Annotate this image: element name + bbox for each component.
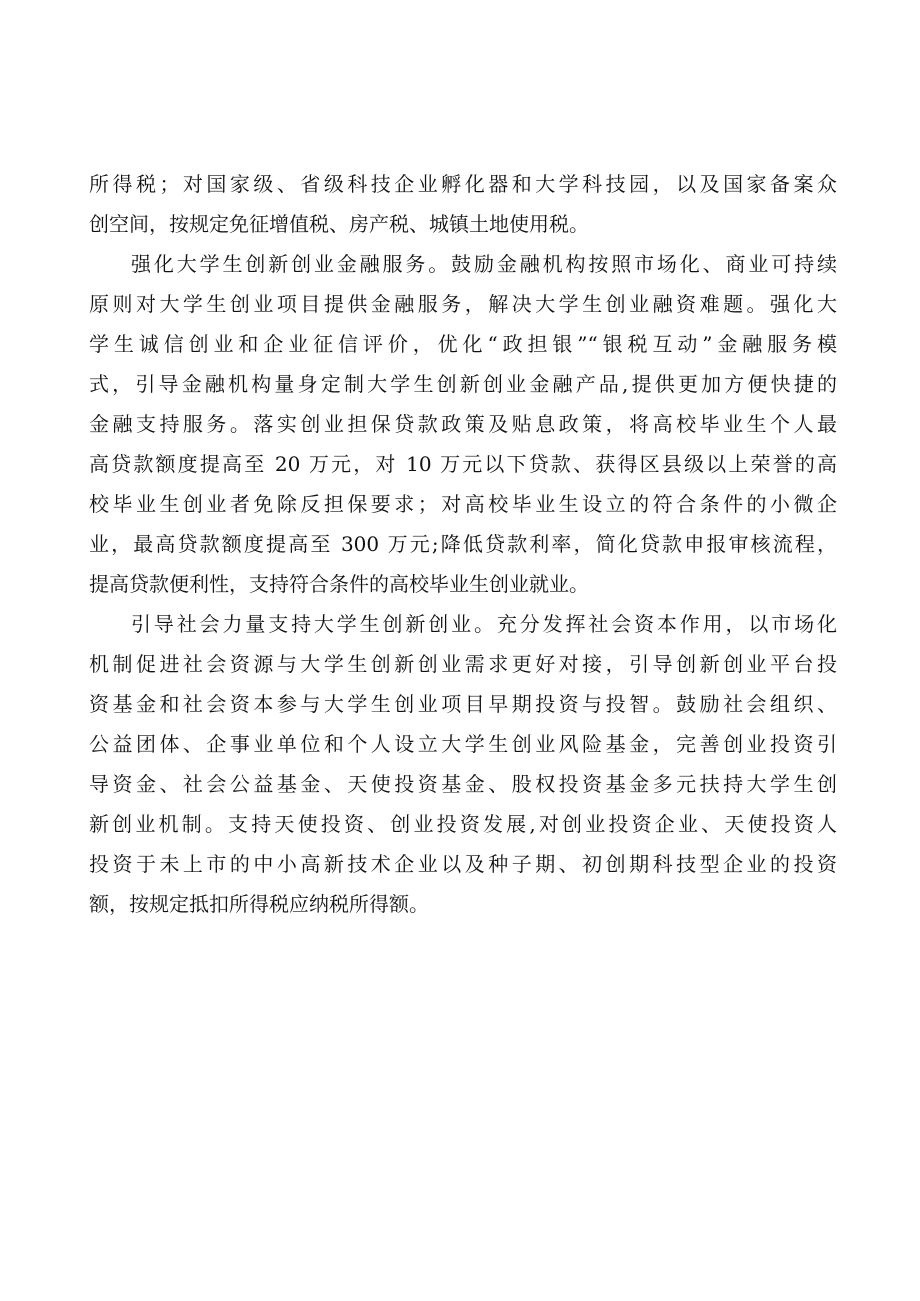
text-line: 原则对大学生创业项目提供金融服务，解决大学生创业融资难题。强化大 (89, 292, 837, 316)
text-line: 资基金和社会资本参与大学生创业项目早期投资与投智。鼓励社会组织、 (89, 692, 837, 716)
text-line: 导资金、社会公益基金、天使投资基金、股权投资基金多元扶持大学生创 (89, 772, 837, 796)
text-line: 创空间，按规定免征增值税、房产税、城镇土地使用税。 (89, 212, 589, 236)
document-body (89, 164, 837, 924)
text-line: 投资于未上市的中小高新技术企业以及种子期、初创期科技型企业的投资 (89, 852, 837, 876)
text-line: 引导社会力量支持大学生创新创业。充分发挥社会资本作用，以市场化 (131, 612, 837, 636)
text-line: 强化大学生创新创业金融服务。鼓励金融机构按照市场化、商业可持续 (131, 252, 837, 276)
paragraph-tax-exemption (89, 164, 837, 244)
text-line: 所得税；对国家级、省级科技企业孵化器和大学科技园，以及国家备案众 (89, 172, 837, 196)
text-line: 业，最高贷款额度提高至 300 万元;降低贷款利率，简化贷款申报审核流程， (89, 532, 837, 556)
paragraph-financial-services (89, 244, 837, 604)
text-line: 额，按规定抵扣所得税应纳税所得额。 (89, 892, 429, 916)
text-line: 公益团体、企事业单位和个人设立大学生创业风险基金，完善创业投资引 (89, 732, 837, 756)
paragraph-social-capital (89, 604, 837, 924)
text-line: 校毕业生创业者免除反担保要求；对高校毕业生设立的符合条件的小微企 (89, 492, 837, 516)
text-line: 机制促进社会资源与大学生创新创业需求更好对接，引导创新创业平台投 (89, 652, 837, 676)
text-line: 提高贷款便利性，支持符合条件的高校毕业生创业就业。 (89, 572, 589, 596)
text-line: 新创业机制。支持天使投资、创业投资发展,对创业投资企业、天使投资人 (89, 812, 837, 836)
text-line: 学生诚信创业和企业征信评价，优化“政担银”“银税互动”金融服务模 (89, 332, 837, 356)
text-line: 高贷款额度提高至 20 万元，对 10 万元以下贷款、获得区县级以上荣誉的高 (89, 452, 837, 476)
text-line: 式，引导金融机构量身定制大学生创新创业金融产品,提供更加方便快捷的 (89, 372, 837, 396)
text-line: 金融支持服务。落实创业担保贷款政策及贴息政策，将高校毕业生个人最 (89, 412, 837, 436)
